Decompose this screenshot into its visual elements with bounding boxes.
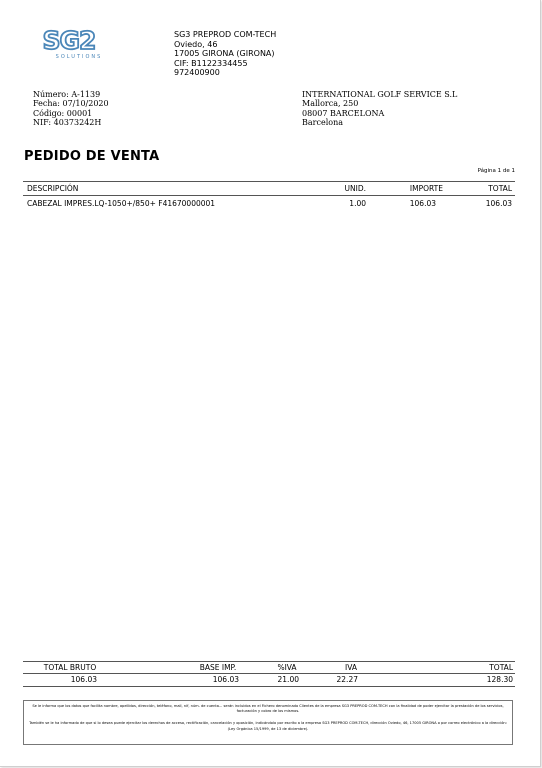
totals-base-value: 106.03	[212, 675, 239, 684]
row-total: 106.03	[485, 199, 512, 208]
header-description: DESCRIPCIÓN	[27, 184, 79, 193]
totals-values	[23, 674, 515, 687]
doc-code: Código: 00001	[33, 108, 93, 118]
legal-notice	[23, 700, 513, 745]
row-units: 1.00	[349, 199, 366, 208]
totals-base-label: BASE IMP.	[199, 663, 237, 672]
customer-block	[302, 90, 457, 128]
document-info	[33, 90, 109, 128]
totals-gross-label: TOTAL BRUTO	[43, 663, 97, 672]
header-total: TOTAL	[488, 184, 512, 193]
logo-tagline: SOLUTIONS	[55, 54, 103, 60]
page-number: Página 1 de 1	[477, 168, 515, 174]
logo-graphic	[27, 27, 111, 61]
customer-address: Mallorca, 250	[302, 99, 359, 109]
customer-name: INTERNATIONAL GOLF SERVICE S.L	[302, 90, 458, 99]
logo-text: SG2	[42, 27, 96, 55]
totals-vat-pct-value: 21.00	[277, 675, 299, 684]
company-name: SG3 PREPROD COM-TECH	[174, 30, 277, 39]
doc-date: Fecha: 07/10/2020	[33, 99, 109, 109]
company-address: Oviedo, 46	[174, 39, 218, 49]
company-logo	[27, 27, 111, 61]
row-amount: 106.03	[409, 199, 436, 208]
company-phone: 972400900	[174, 68, 220, 78]
doc-nif: NIF: 40373242H	[33, 118, 102, 128]
totals-vat-pct-label: %IVA	[277, 663, 297, 672]
header-units: UNID.	[344, 184, 366, 193]
lines-header	[23, 181, 515, 196]
customer-city: 08007 BARCELONA	[302, 108, 385, 118]
header-amount: IMPORTE	[409, 184, 443, 193]
totals-vat-value: 22.27	[336, 675, 358, 684]
document-title: PEDIDO DE VENTA	[24, 149, 160, 164]
totals-vat-label: IVA	[345, 663, 357, 672]
doc-number: Número: A-1139	[33, 90, 101, 99]
totals-total-label: TOTAL	[489, 663, 513, 672]
customer-province: Barcelona	[302, 118, 343, 128]
table-row	[23, 199, 515, 211]
company-cif: CIF: B1122334455	[174, 58, 248, 68]
totals-header	[23, 661, 515, 674]
legal-paragraph-2: También se le ha informado de que si lo desea puede ejercitar los derechos de acceso, rectificación, cancelación y oposición, indicándolo por escrito a la empresa SG3 PREPROD COM-TECH, dirección Oviedo, 46, 17005 GIRONA o por correo electrónico a la dirección: (Ley Orgánica 15/1999, de 13 de diciembre).	[29, 721, 507, 731]
company-block	[174, 30, 276, 78]
row-description: CABEZAL IMPRES.LQ-1050+/850+ F41670000001	[27, 199, 216, 208]
totals-gross-value: 106.03	[70, 675, 97, 684]
legal-paragraph-1: Se le informa que los datos que facilita nombre, apellidos, dirección, teléfono, mail, nif, núm. de cuenta... serán incluidos en el Fichero denominado Clientes de la empresa SG3 PREPROD COM-TECH con la finalidad de poder ejercitar la prestación de los servicios, facturación y cobro de los mismos.	[32, 704, 504, 714]
company-city: 17005 GIRONA (GIRONA)	[174, 49, 275, 59]
totals-total-value: 128.30	[486, 675, 513, 684]
